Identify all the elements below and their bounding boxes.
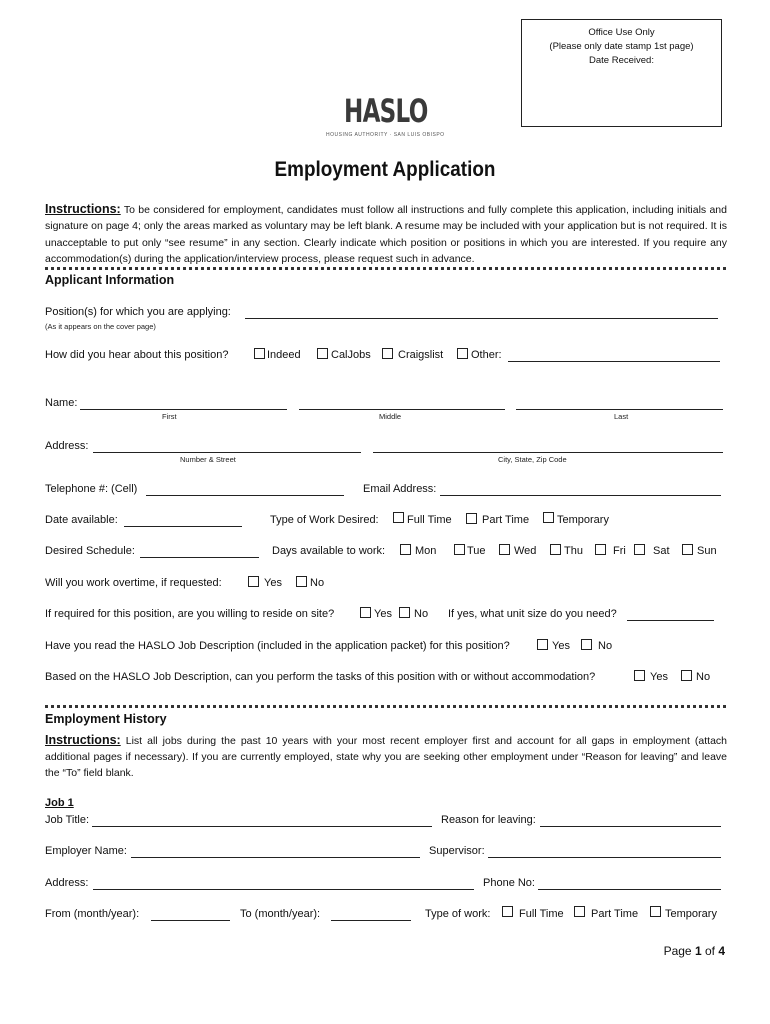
schedule-field[interactable] (140, 557, 259, 558)
employer-phone-field[interactable] (538, 889, 721, 890)
craigslist-label: Craigslist (398, 349, 444, 361)
applicant-info-heading: Applicant Information (45, 273, 175, 287)
position-label: Position(s) for which you are applying: (45, 306, 231, 318)
sat-label: Sat (653, 545, 670, 557)
fri-label: Fri (613, 545, 626, 557)
job-temporary-label: Temporary (665, 908, 717, 920)
first-caption: First (162, 412, 177, 421)
middle-name-field[interactable] (299, 409, 505, 410)
page-prefix: Page (663, 944, 695, 958)
date-available-label: Date available: (45, 514, 118, 526)
perform-yes-checkbox[interactable] (634, 670, 645, 681)
perform-tasks-label: Based on the HASLO Job Description, can you perform the tasks of this position with or without accommodation? (45, 671, 596, 683)
full-time-label: Full Time (407, 514, 452, 526)
job-full-time-label: Full Time (519, 908, 564, 920)
reside-label: If required for this position, are you willing to reside on site? (45, 608, 335, 620)
from-label: From (month/year): (45, 908, 140, 920)
employment-history-heading: Employment History (45, 712, 167, 726)
wed-label: Wed (514, 545, 537, 557)
read-no-label: No (598, 640, 613, 652)
days-label: Days available to work: (272, 545, 386, 557)
reside-yes-checkbox[interactable] (360, 607, 371, 618)
perform-yes-label: Yes (650, 671, 668, 683)
thu-checkbox[interactable] (550, 544, 561, 555)
schedule-label: Desired Schedule: (45, 545, 135, 557)
unit-size-field[interactable] (627, 620, 714, 621)
history-instructions-label: Instructions: (45, 733, 121, 747)
fri-checkbox[interactable] (595, 544, 606, 555)
sat-checkbox[interactable] (634, 544, 645, 555)
last-caption: Last (614, 412, 629, 421)
read-yes-label: Yes (552, 640, 570, 652)
temporary-label: Temporary (557, 514, 609, 526)
history-instructions (45, 732, 727, 781)
job-temporary-checkbox[interactable] (650, 906, 661, 917)
name-label: Name: (45, 397, 78, 409)
city-caption: City, State, Zip Code (498, 455, 567, 464)
overtime-no-label: No (310, 577, 325, 589)
caljobs-checkbox[interactable] (317, 348, 328, 359)
reason-label: Reason for leaving: (441, 814, 536, 826)
other-checkbox[interactable] (457, 348, 468, 359)
position-note: (As it appears on the cover page) (45, 322, 156, 331)
supervisor-label: Supervisor: (429, 845, 485, 857)
street-caption: Number & Street (180, 455, 236, 464)
page-number (664, 944, 725, 958)
job-part-time-label: Part Time (591, 908, 639, 920)
office-use-box (521, 19, 722, 127)
reside-yes-label: Yes (374, 608, 392, 620)
temporary-checkbox[interactable] (543, 512, 554, 523)
reside-no-checkbox[interactable] (399, 607, 410, 618)
mon-label: Mon (415, 545, 437, 557)
phone-label: Telephone #: (Cell) (45, 483, 138, 495)
craigslist-checkbox[interactable] (382, 348, 393, 359)
date-received-label: Date Received: (589, 55, 654, 66)
employer-name-label: Employer Name: (45, 845, 127, 857)
overtime-label: Will you work overtime, if requested: (45, 577, 222, 589)
indeed-checkbox[interactable] (254, 348, 265, 359)
unit-size-label: If yes, what unit size do you need? (448, 608, 617, 620)
caljobs-label: CalJobs (331, 349, 371, 361)
reside-no-label: No (414, 608, 429, 620)
employer-address-field[interactable] (93, 889, 474, 890)
email-label: Email Address: (363, 483, 437, 495)
part-time-label: Part Time (482, 514, 530, 526)
to-label: To (month/year): (240, 908, 321, 920)
hear-label: How did you hear about this position? (45, 349, 229, 361)
page-total: 4 (718, 944, 725, 958)
type-of-work-label: Type of work: (425, 908, 491, 920)
overtime-yes-label: Yes (264, 577, 282, 589)
instructions-text: To be considered for employment, candidates must follow all instructions and fully complete this application, including initials and signature on page 4; only the areas marked as voluntary may be left blank. A resume may be included with your application but is not required. It is unacceptable to put only “see resume” in any section. Clearly indicate which position or positions in which you are interested. If you require any accommodation(s) during the application/interview process, please request such in advance. (45, 204, 727, 265)
part-time-checkbox[interactable] (466, 513, 477, 524)
supervisor-field[interactable] (488, 857, 721, 858)
history-instructions-text: List all jobs during the past 10 years with your most recent employer first and account for all gaps in employment (attach additional pages if necessary). If you are currently employed, state why you are seeking other employment under “Reason for leaving” and leave the “To” field blank. (45, 735, 727, 779)
perform-no-label: No (696, 671, 711, 683)
email-field[interactable] (440, 495, 721, 496)
tue-label: Tue (467, 545, 486, 557)
last-name-field[interactable] (516, 409, 723, 410)
tue-checkbox[interactable] (454, 544, 465, 555)
position-field[interactable] (245, 318, 718, 319)
read-description-label: Have you read the HASLO Job Description (included in the application packet) for this position? (45, 640, 510, 652)
page-current: 1 (694, 944, 702, 958)
employer-address-label: Address: (45, 877, 89, 889)
from-field[interactable] (151, 920, 230, 921)
wed-checkbox[interactable] (499, 544, 510, 555)
other-field[interactable] (508, 361, 720, 362)
other-label: Other: (471, 349, 502, 361)
thu-label: Thu (564, 545, 583, 557)
middle-caption: Middle (379, 412, 402, 421)
work-type-label: Type of Work Desired: (270, 514, 379, 526)
instructions-label: Instructions: (45, 202, 121, 216)
perform-no-checkbox[interactable] (681, 670, 692, 681)
separator (45, 267, 726, 270)
sun-checkbox[interactable] (682, 544, 693, 555)
read-no-checkbox[interactable] (581, 639, 592, 650)
city-field[interactable] (373, 452, 723, 453)
job-part-time-checkbox[interactable] (574, 906, 585, 917)
street-field[interactable] (93, 452, 361, 453)
separator (45, 705, 726, 708)
employer-name-field[interactable] (131, 857, 420, 858)
date-available-field[interactable] (124, 526, 242, 527)
job-title-label: Job Title: (45, 814, 90, 826)
first-name-field[interactable] (80, 409, 287, 410)
mon-checkbox[interactable] (400, 544, 411, 555)
page-of: of (701, 944, 719, 958)
full-time-checkbox[interactable] (393, 512, 404, 523)
haslo-logo (326, 92, 446, 142)
reason-field[interactable] (540, 826, 721, 827)
employer-phone-label: Phone No: (483, 877, 535, 889)
address-label: Address: (45, 440, 89, 452)
to-field[interactable] (331, 920, 411, 921)
read-yes-checkbox[interactable] (537, 639, 548, 650)
job-1-heading: Job 1 (45, 797, 74, 809)
job-full-time-checkbox[interactable] (502, 906, 513, 917)
overtime-yes-checkbox[interactable] (248, 576, 259, 587)
page-title: Employment Application (274, 158, 496, 181)
sun-label: Sun (697, 545, 717, 557)
office-use-note: (Please only date stamp 1st page) (549, 41, 694, 52)
logo-text: HASLO (344, 92, 428, 130)
indeed-label: Indeed (267, 349, 301, 361)
job-title-field[interactable] (92, 826, 432, 827)
phone-field[interactable] (146, 495, 344, 496)
overtime-no-checkbox[interactable] (296, 576, 307, 587)
logo-tagline: HOUSING AUTHORITY · SAN LUIS OBISPO (326, 132, 445, 138)
instructions (45, 201, 727, 267)
office-use-title: Office Use Only (588, 27, 655, 38)
